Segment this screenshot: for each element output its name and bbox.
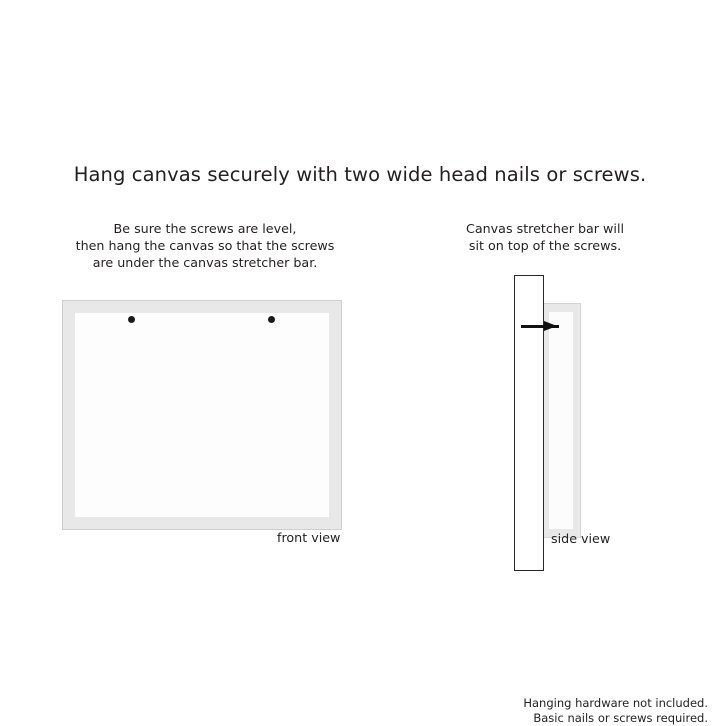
front-view-caption-line-1: Be sure the screws are level,	[113, 221, 297, 236]
page-title: Hang canvas securely with two wide head nails or screws.	[73, 163, 647, 186]
front-view-caption	[45, 220, 365, 271]
front-view-caption-line-3: are under the canvas stretcher bar.	[92, 255, 318, 270]
footer-note	[378, 696, 708, 726]
canvas-side-face	[549, 312, 573, 529]
front-view-caption-line-2: then hang the canvas so that the screws	[75, 238, 335, 253]
footer-note-line-1: Hanging hardware not included.	[523, 696, 708, 710]
canvas-front-frame	[62, 300, 342, 530]
footer-note-line-2: Basic nails or screws required.	[533, 711, 708, 725]
side-view-label: side view	[551, 531, 611, 546]
screw-head-right-icon	[268, 316, 275, 323]
wall-profile	[514, 275, 544, 571]
canvas-side-profile	[541, 303, 581, 538]
screw-head-left-icon	[128, 316, 135, 323]
side-view-caption-line-1: Canvas stretcher bar will	[465, 221, 624, 236]
front-view-label: front view	[277, 530, 341, 545]
side-view-caption	[420, 220, 670, 254]
canvas-front-face	[75, 313, 329, 517]
side-view-caption-line-2: sit on top of the screws.	[468, 238, 622, 253]
screw-head-side-icon	[544, 321, 557, 331]
